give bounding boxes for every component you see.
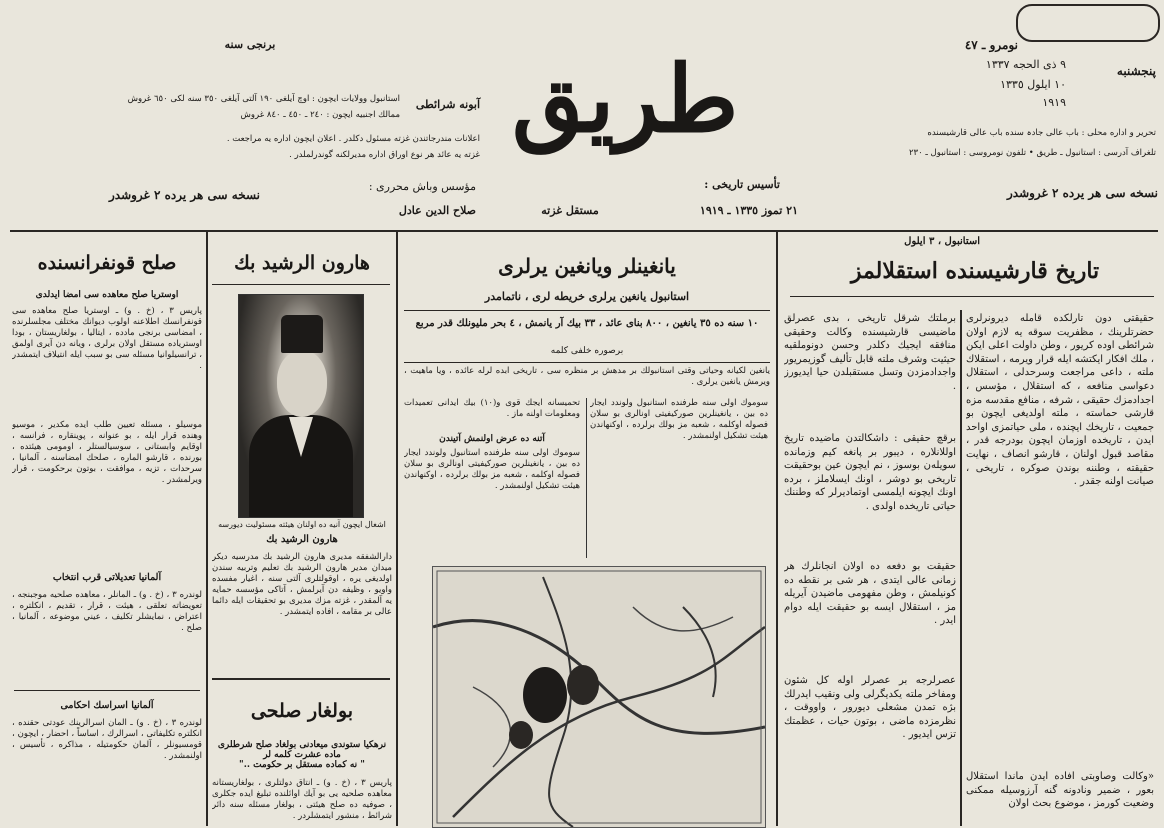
bulgar-subhead: نرهكيا ستوندى ميعادنى بولغاد صلح شرطلرى ماده عشرت كلمه لر	[217, 740, 387, 760]
price-right: نسخه سى هر يرده ٢ غروشدر	[1006, 186, 1158, 200]
lead-paragraph-d: عصرلرجه بر عصرلر اوله كل شئون ومفاخر ملته يكديگرلى ولى ونقيب ايدرلك بژه تمدن مشعلى ديورور ، واووقت ، نظرمزده ماضى ، بوتون حيات ، عظمتك تزس ايديور .	[784, 675, 956, 741]
peace-paragraph-4: لوندره ٣ ، (خ . و) ـ آلمان اسرالرينك عودتى حقنده ، انكلتره تكليفاتى ، اسرالرك ، اساساً ، احضار ، ايچون ، قومسيونلر ، آلمان حكومتيله ، مذاكره ، تأسيس ، اولنمشدر .	[12, 718, 202, 761]
masthead-divider	[10, 230, 1158, 232]
photo-name: هارون الرشيد بك	[266, 534, 338, 545]
fires-subheadline: استانبول يانغين يرلرى خريطه لرى ، ناتمامدر	[484, 290, 690, 303]
peace-rule	[14, 690, 200, 691]
bulgar-subhead-2: " نه كماده مستقل بر حكومت .."	[239, 760, 365, 770]
peace-paragraph: پاريس ٣ ، (خ . و) ـ اوستريا صلح معاهده سى قونفرانسك اطلاعنه اولوب ديوانك مختلف مجلسلرنده ، امضاسى برنجى مادده ، ايتاليا ، بولغاريستان ، بودا اوسترياده مستقل اولان برلرى ، ويانه دن آيرى اولمق ، ترانسيلوانيا مسئله سى بو سبب ايله انتيلاف ايتمشدر .	[12, 306, 202, 371]
fires-paragraph-left: سوموك اولى سنه طرفنده استانبول ولوندد ايجار ده بين ، يانغينلرين صوركيفيتى اونالرى بو سلان فصوله اوكلمه ، شعبه مز بولك برلرده ، اوكنهاندن هيئت تشكيل اولنمشدر .	[590, 398, 768, 441]
fires-intro: يانغين لكيانه وحياتى وقتى استانبولك بر مدهش بر منظره سى ، تاريخى آبده لرله عائده ، ويا ماهيت ، ويرمش يانغين يرلرى .	[404, 366, 770, 387]
fire-zones-map	[432, 566, 766, 828]
fires-rule-1	[404, 310, 770, 311]
fires-rule-2	[404, 362, 770, 363]
subscription-foreign: ممالك اجنبيه ايچون : ٢٤٠ ـ ٤٥٠ ـ ٨٤٠ غروش	[240, 110, 400, 120]
lead-headline-rule	[790, 296, 1154, 297]
issue-number: نومرو ـ ٤٧	[964, 38, 1018, 52]
bulgar-headline: بولغار صلحى	[250, 700, 354, 722]
lead-paragraph-b: برقچ حقيقى : داشكالتدن ماضيده تاريخ اوللانلاره ، ديبور بر پانغه كيم وزمانده سويلەن بوسوز ، نم ايچون عين بوحقيقت تاريخى بو دوشر ، اونك ايسلاملز ، برده اونك ايچونه ايلمسى اوتماديرلر كه وطننك حياتى تاريخده اولدى .	[784, 433, 956, 512]
founded-label: تأسيس تاريخى :	[704, 178, 780, 191]
year-label: برنجى سنه	[224, 38, 276, 51]
telegram-address: تلغراف آدرسى : استانبول ـ طريق • تلفون نومروسى : استانبول ـ ٢٣٠	[908, 148, 1156, 158]
lead-dateline: استانبول ، ٣ ايلول	[904, 236, 980, 247]
date-gregorian: ١٩١٩	[1042, 96, 1066, 109]
column-rule-3	[776, 232, 778, 826]
owner-name: صلاح الدين عادل	[398, 204, 476, 217]
harun-paragraph: دارالشفقه مديرى هارون الرشيد بك مدرسيه ديكر ميدان مدير هارون الرشيد بك تعليم وتربيه سندن اولديغى يره ، اوقولتلرى آلتى سنه ، اغيار مفسده واويو ، وظيفه دن آيرلمش ، آتاكى مؤسسه حمايه يه آلمقدر ، غزته مزك مديرى بو تحقيقات ايله دائما عالى بر مقامه ، افاده ايتمشدر .	[212, 552, 392, 617]
fires-inner-rule	[586, 398, 587, 558]
owner-label: مؤسس وباش محررى :	[368, 180, 476, 193]
fires-stats: ١٠ سنه ده ٣٥ يانغين ، ٨٠٠ بناى عائد ، ٣٣ بيك آر يانمش ، ٤ بحر مليونلك قدر مربع	[415, 318, 759, 329]
date-hijri: ٩ ذى الحجه ١٣٣٧	[985, 58, 1066, 71]
announcement: اعلانات مندرجاتندن غزته مسئول دكلدر . اعلان ايچون اداره يه مراجعت .	[226, 134, 480, 144]
column-rule-2	[396, 232, 398, 826]
library-stamp	[1016, 4, 1160, 42]
photo-caption: اشغال ايچون آنيه ده اولنان هيئته مسئوليت ديورسه	[218, 520, 386, 529]
portrait-photo	[238, 294, 364, 518]
newspaper-title: طريق	[512, 45, 739, 153]
date-rumi: ١٠ ايلول ١٣٣٥	[1000, 78, 1066, 91]
lead-headline: تاريخ قارشيسنده استقلالمز	[850, 258, 1100, 284]
newspaper-type: مستقل غزته	[541, 204, 599, 217]
column-rule-4	[960, 310, 962, 826]
fires-paragraph-right-2: سوموك اولى سنه طرفنده استانبول ولوندد ايجار ده بين ، يانغينلرين صوركيفيتى اونالرى بو سلان فصوله اوكلمه ، شعبه مز بولك برلرده ، اوكنهاندن هيئت تشكيل اولنمشدر .	[404, 448, 580, 491]
peace-subhead-2: آلمانيا تعديلاتى قرب انتخاب	[52, 572, 162, 583]
bulgar-paragraph: پاريس ٣ ، (خ . و) ـ انتاق دولتلرى ، بولغاريستانه معاهده صلحيه يى بو آيك اوائلنده تبليغ ايده جكلرى ، صوفيه ده صلح هيئتى ، بولغار مسئله سنه دائر شرائط ، منشور ايتمشلردر .	[212, 778, 392, 821]
peace-subhead-3: آلمانيا اسراسك احكامى	[60, 700, 154, 711]
peace-conference-headline: صلح قونفرانسنده	[37, 252, 177, 274]
price-left: نسخه سى هر يرده ٢ غروشدر	[108, 188, 260, 202]
peace-paragraph-2: موسيلو ، مسئله تعيين طلب ايده مكدير ، موسيو وهنده قرار ايله ، بو عنوانه ، پوينقاره ، فرانسه ، اوقايم وابستانى ، سوسيالستلر ، اومومى هيئتده ، بورنده ، قارشو الماره ، صلحك امضاسنه ، آلمانيا ، سرحدات ، تزيه ، موافقت ، بوتون برحكومت ، قرار ويرلمشدر .	[12, 420, 202, 485]
peace-subhead: اوستريا صلح معاهده سى امضا ايدلدى	[35, 290, 179, 300]
section-divider-bulgar	[212, 678, 390, 680]
fire-zones-map-drawing	[433, 567, 765, 827]
fires-map-label: برصوره خلفى كلمه	[550, 346, 624, 356]
lead-paragraph-c: حقيقت بو دفعه ده اولان انجانلرك هر زمانى عالى ايتدى ، هر شى بر نقطه ده كونيلمش ، وطن مفهومى ماضيدن آيريله مز ، استقلال ايسه بو حقيقت ايله دوام ايدر .	[784, 561, 956, 627]
founded-date: ٢١ تموز ١٣٣٥ ـ ١٩١٩	[699, 204, 798, 217]
fires-paragraph-right: تحميسانه ايجك قوى و(١٠) بيك ايدانى تعميدات ومعلومات اولنه ماز .	[404, 398, 580, 419]
fires-subhead-2: آتنه ده عرض اولنمش آتيندن	[439, 434, 545, 444]
subscription-label: آبونه شرائطى	[415, 98, 480, 111]
lead-paragraph-a: برملتك شرقل تاريخى ، بدى عصرلق ماضيسى قارشيسنده وكالت وحقيقى منافقه ايجيك دكلدر وحسن دونوملقيه حيثيت وشرف ملته قابل تأليف گوزيمريور واجدادمزدن وتسل مستقبلدن حيا ايديورز .	[784, 313, 956, 392]
subscription-text: استانبول وولايات ايچون : اوچ آيلغى ١٩٠ آلتى آيلغى ٣٥٠ سنه لكى ٦٥٠ غروش	[127, 94, 400, 104]
editorial-address: تحرير و اداره محلى : باب عالى جادہ سنده باب عالى قارشيسنده	[927, 128, 1156, 138]
announcement-2: غزته يه عائد هر نوع اوراق اداره مديرلكنه گوندرلملدر .	[289, 150, 480, 160]
lead-paragraph-continued: حقيقتى دون تارلكده قامله ديرونرلرى حضرتلرينك ، مظفريت سوقه يه لازم اولان شرائطى اوده كريور ، وطن داولت اعلى ايكن ، ملك افكار ايكتشه ايله قرار ويرمه ، استقلاك ملته ، داعى مراجعت وسرحدلى ، استقلال دعواسى منافعه ، كه استقلال ، مؤسس ، اجدادمزك حقيقى ، شرفه ، منافع مقدسه مزه قارشى حماسته ، ملته اولديغى ايچون بو جمعيت ، تاريخك ايچنده ، ملى حياتمزى اواحد ايدن ، تاريخده اوزمان ايچون بودرجه قدر ، مقاصد قبول اولنان ، قارشو انصاف ، نهايت حقيقته ، وطننه بوندن صوكره ، تاريخى ، صيانت اولنه جقدر .	[966, 313, 1154, 488]
harun-rule	[212, 284, 390, 285]
weekday: پنجشنبه	[1116, 64, 1156, 78]
lead-paragraph-e: «وكالت وصاوبتى افاده ايدن ماندا استقلال بعور ، ضمير ونادونه گنه آرزوسيله ممكنى وضعيت كورمز ، موضوع بحث اولان	[966, 771, 1154, 810]
harun-headline: هارون الرشيد بك	[234, 252, 370, 274]
fires-headline: يانغينلر ويانغين يرلرى	[498, 254, 676, 278]
peace-paragraph-3: لوندره ٣ ، (خ . و) ـ آلمانلر ، معاهده صلحيه موجبنجه ، تعويضاته تعلقى ، هيئت ، قرار ، تقديم ، انكلتره ، اعتراض ، نمايشلر تكليف ، عيني موضوعه ، آلمانيا ، صلح .	[12, 590, 202, 633]
column-rule-1	[206, 232, 208, 826]
